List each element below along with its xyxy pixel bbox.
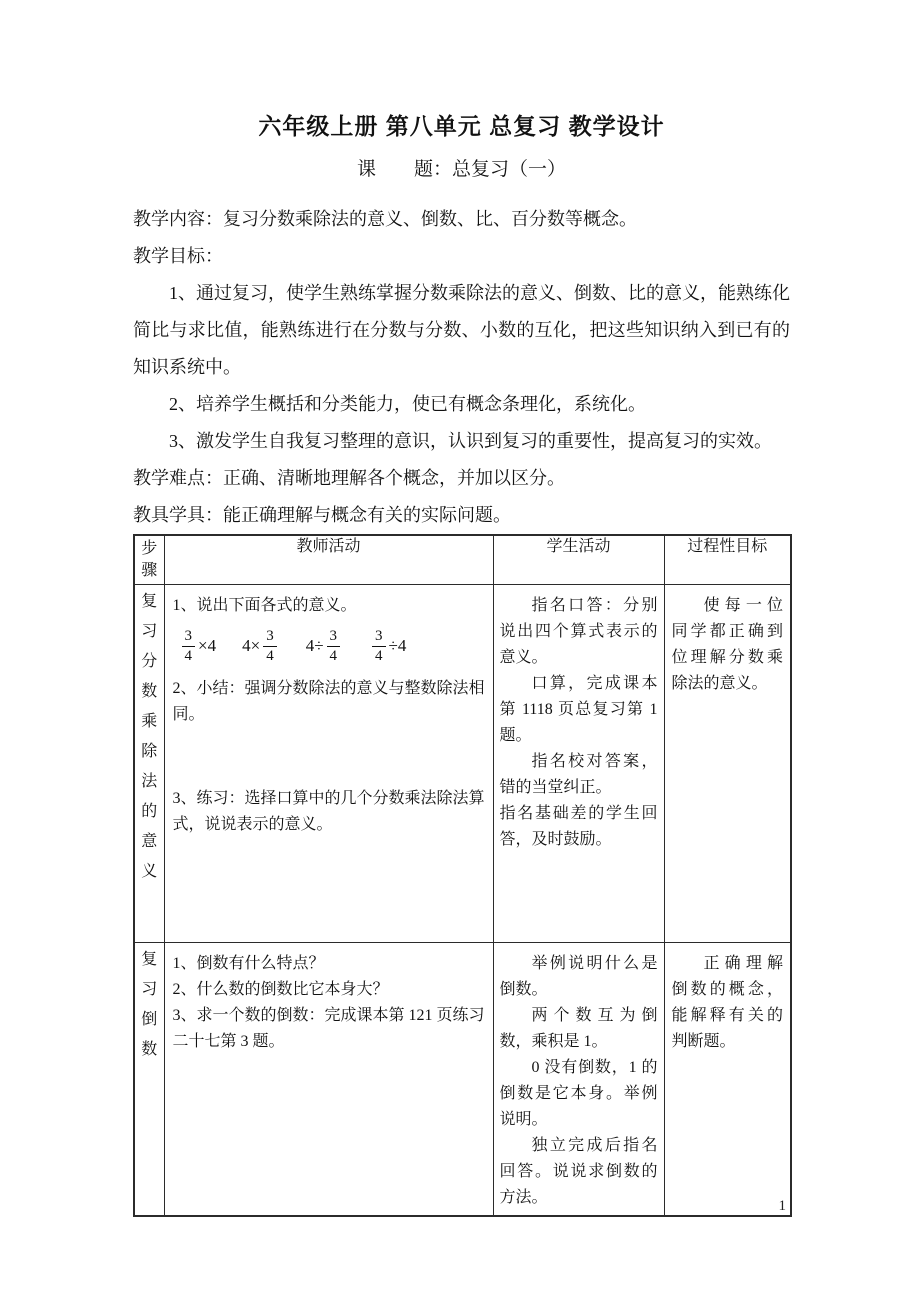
student-paragraph: 口算，完成课本第 1118 页总复习第 1 题。 xyxy=(499,675,658,744)
fraction-expression xyxy=(179,627,217,666)
column-header-student-activity: 学生活动 xyxy=(493,535,664,585)
fraction-expression xyxy=(369,627,406,666)
expression-prefix: 4× xyxy=(242,636,261,656)
paragraph-goal-3: 3、激发学生自我复习整理的意识，认识到复习的重要性，提高复习的实效。 xyxy=(169,431,772,451)
document-subtitle: 课 题：总复习（一） xyxy=(356,159,566,180)
student-paragraph: 指名基础差的学生回答，及时鼓励。 xyxy=(499,805,658,848)
teacher-activity-cell xyxy=(164,585,493,943)
step-cell: 复习分数乘除法的意义 xyxy=(134,585,164,943)
fraction-expressions xyxy=(179,627,485,666)
step-cell: 复习倒数 xyxy=(134,943,164,1217)
student-activity-cell xyxy=(493,585,664,943)
process-goal-cell xyxy=(664,585,791,943)
paragraph-teaching-difficulty: 教学难点：正确、清晰地理解各个概念，并加以区分。 xyxy=(133,468,565,488)
process-goal-cell xyxy=(664,943,791,1217)
table-header-row xyxy=(134,535,791,585)
fraction-numerator: 3 xyxy=(266,628,274,644)
column-header-process-goal: 过程性目标 xyxy=(664,535,791,585)
teacher-item-3: 3、求一个数的倒数：完成课本第 121 页练习二十七第 3 题。 xyxy=(172,1007,485,1050)
student-paragraph: 0 没有倒数，1 的倒数是它本身。举例说明。 xyxy=(499,1059,658,1128)
teacher-activity-cell xyxy=(164,943,493,1217)
paragraph-goal-2: 2、培养学生概括和分类能力，使已有概念条理化，系统化。 xyxy=(169,394,646,414)
document-body xyxy=(133,201,790,534)
page-number: 1 xyxy=(778,1198,786,1214)
student-paragraph: 举例说明什么是倒数。 xyxy=(499,955,658,998)
expression-suffix: ÷4 xyxy=(388,636,407,656)
fraction-numerator: 3 xyxy=(329,628,338,644)
fraction xyxy=(182,627,196,666)
paragraph-teaching-goals-label: 教学目标： xyxy=(133,246,223,266)
teacher-item-2: 2、什么数的倒数比它本身大？ xyxy=(172,981,389,998)
fraction xyxy=(263,627,277,666)
teacher-item-3: 3、练习：选择口算中的几个分数乘法除法算式，说说表示的意义。 xyxy=(172,789,485,833)
lesson-plan-table xyxy=(133,534,792,1217)
table-row-reciprocal xyxy=(134,943,791,1217)
fraction-denominator: 4 xyxy=(372,646,386,666)
expression-prefix: 4÷ xyxy=(305,636,324,656)
goal-text: 使每一位同学都正确到位理解分数乘除法的意义。 xyxy=(671,597,783,692)
table-row-fraction-meaning xyxy=(134,585,791,943)
fraction-denominator: 4 xyxy=(263,646,277,666)
fraction-numerator: 3 xyxy=(184,628,192,644)
fraction-denominator: 4 xyxy=(182,646,196,666)
fraction-expression xyxy=(242,627,280,666)
paragraph-goal-1: 1、通过复习，使学生熟练掌握分数乘除法的意义、倒数、比的意义，能熟练化简比与求比值，能熟练进行在分数与分数、小数的互化，把这些知识纳入到已有的知识系统中。 xyxy=(133,283,790,377)
fraction xyxy=(327,627,341,666)
fraction-expression xyxy=(306,627,343,666)
column-header-step: 步骤 xyxy=(134,535,164,585)
teacher-item-2: 2、小结：强调分数除法的意义与整数除法相同。 xyxy=(172,679,485,723)
paragraph-teaching-content: 教学内容：复习分数乘除法的意义、倒数、比、百分数等概念。 xyxy=(133,209,637,229)
fraction-numerator: 3 xyxy=(375,628,383,644)
student-paragraph: 指名校对答案，错的当堂纠正。 xyxy=(499,753,658,796)
student-paragraph: 两个数互为倒数，乘积是 1。 xyxy=(499,1007,658,1050)
student-activity-cell xyxy=(493,943,664,1217)
student-paragraph: 独立完成后指名回答。说说求倒数的方法。 xyxy=(499,1137,658,1206)
column-header-teacher-activity: 教师活动 xyxy=(164,535,493,585)
teacher-item-1: 1、倒数有什么特点？ xyxy=(172,955,325,972)
document-title: 六年级上册 第八单元 总复习 教学设计 xyxy=(258,113,665,139)
paragraph-teaching-materials: 教具学具：能正确理解与概念有关的实际问题。 xyxy=(133,505,511,525)
fraction-denominator: 4 xyxy=(327,646,341,666)
teacher-item-1: 1、说出下面各式的意义。 xyxy=(172,597,357,614)
student-paragraph: 指名口答：分别说出四个算式表示的意义。 xyxy=(499,597,658,666)
fraction xyxy=(372,627,386,666)
goal-text: 正确理解倒数的概念，能解释有关的判断题。 xyxy=(671,955,783,1050)
expression-suffix: ×4 xyxy=(198,636,217,656)
